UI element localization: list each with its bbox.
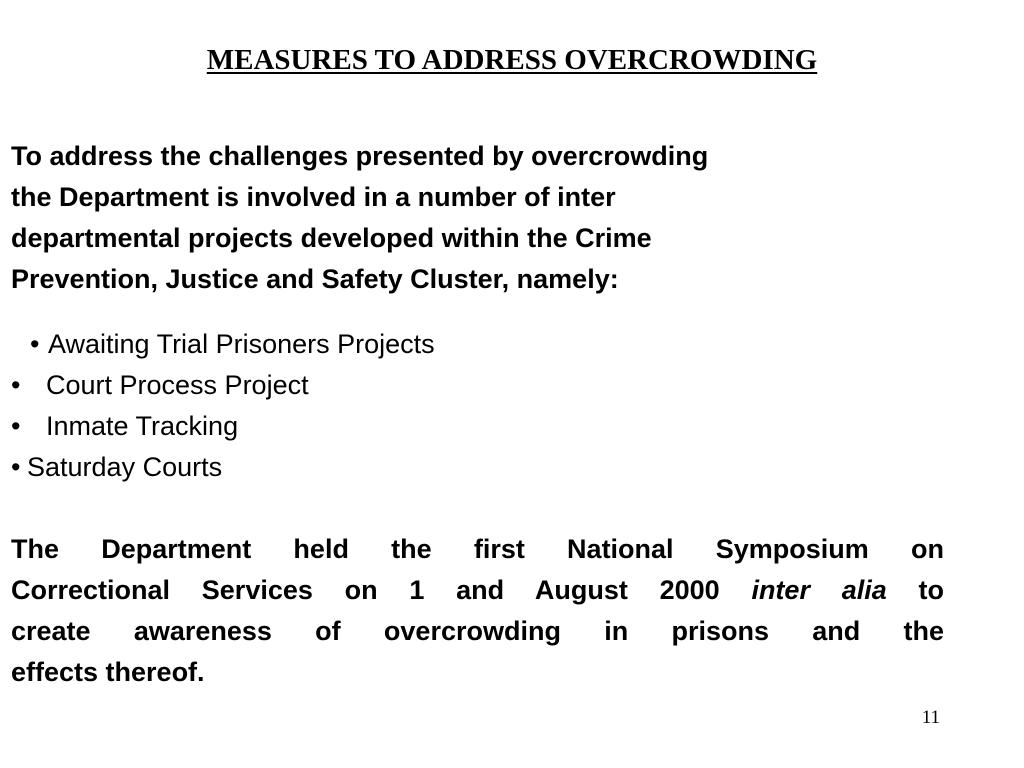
list-item-label: Inmate Tracking — [46, 411, 239, 441]
list-item-label: Court Process Project — [46, 370, 309, 400]
bullet-icon: • — [30, 329, 40, 359]
list-item — [11, 406, 811, 447]
closing-line-text: to — [918, 575, 944, 605]
list-item — [11, 447, 811, 488]
closing-line — [11, 570, 944, 611]
intro-line: the Department is involved in a number of inter — [11, 182, 616, 212]
closing-line: The Department held the first National Symposium on — [11, 534, 944, 564]
intro-paragraph — [11, 136, 911, 300]
list-item — [11, 324, 811, 365]
closing-paragraph — [11, 529, 944, 693]
slide-title: MEASURES TO ADDRESS OVERCROWDING — [206, 44, 818, 76]
bullet-icon: • — [11, 370, 21, 400]
intro-line: departmental projects developed within the Crime — [11, 223, 652, 253]
closing-line-text: Correctional Services on 1 and August 2000 — [11, 575, 720, 605]
list-item-label: Saturday Courts — [27, 452, 223, 482]
closing-line: effects thereof. — [11, 657, 205, 687]
project-list — [11, 324, 811, 488]
intro-line: To address the challenges presented by overcrowding — [11, 141, 709, 171]
bullet-icon: • — [11, 411, 21, 441]
bullet-icon: • — [11, 452, 21, 482]
list-item — [11, 365, 811, 406]
intro-line: Prevention, Justice and Safety Cluster, namely: — [11, 264, 619, 294]
italic-phrase: inter alia — [751, 575, 887, 605]
list-item-label: Awaiting Trial Prisoners Projects — [48, 329, 435, 359]
page-number: 11 — [921, 707, 940, 728]
closing-line: create awareness of overcrowding in prisons and the — [11, 616, 944, 646]
